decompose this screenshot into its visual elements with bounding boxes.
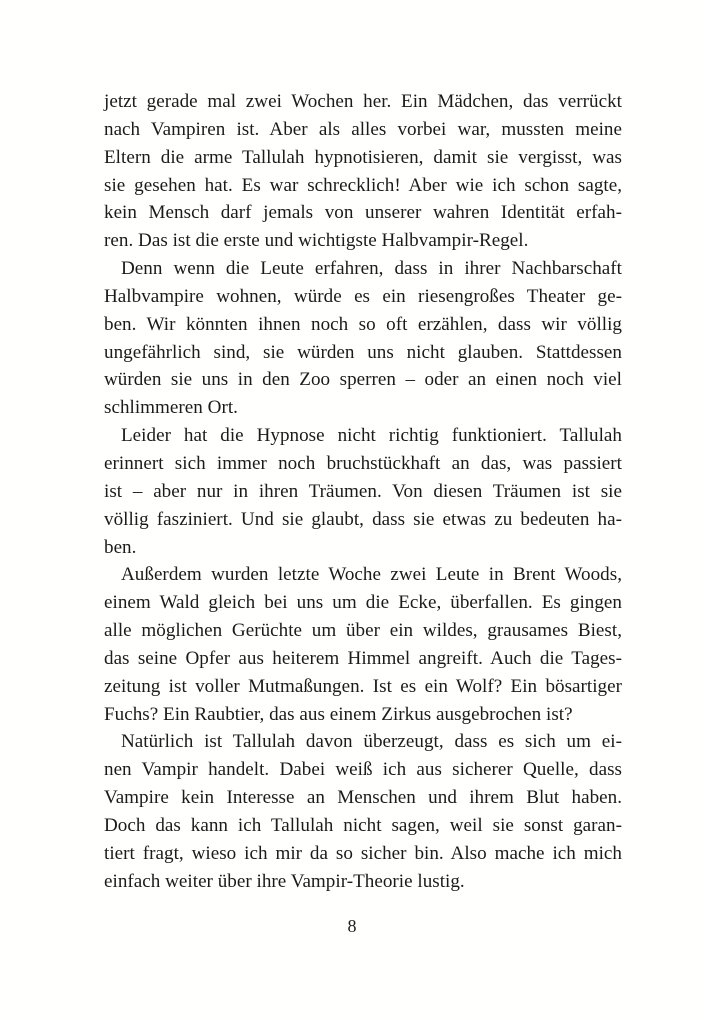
text-line: völlig fasziniert. Und sie glaubt, dass sie etwas zu bedeuten ha- (104, 508, 622, 530)
text-line: würden sie uns in den Zoo sperren – oder an einen noch viel (104, 369, 622, 391)
text-line: Vampire kein Interesse an Menschen und ihrem Blut haben. (104, 787, 622, 809)
text-line: Doch das kann ich Tallulah nicht sagen, weil sie sonst garan- (104, 814, 622, 836)
body-text-block (104, 88, 622, 895)
text-line: Leider hat die Hypnose nicht richtig funktioniert. Tallulah (121, 425, 622, 447)
text-line: das seine Opfer aus heiterem Himmel angreift. Auch die Tages- (104, 647, 622, 669)
paragraph (104, 88, 622, 255)
text-line: ist – aber nur in ihren Träumen. Von diesen Träumen ist sie (104, 480, 622, 502)
text-line: erinnert sich immer noch bruchstückhaft an das, was passiert (104, 452, 622, 474)
text-line: einem Wald gleich bei uns um die Ecke, überfallen. Es gingen (104, 592, 622, 614)
text-line: ungefährlich sind, sie würden uns nicht glauben. Stattdessen (104, 341, 622, 363)
text-line: Natürlich ist Tallulah davon überzeugt, dass es sich um ei- (121, 731, 622, 753)
text-line: tiert fragt, wieso ich mir da so sicher bin. Also mache ich mich (104, 842, 622, 864)
text-line: Denn wenn die Leute erfahren, dass in ihrer Nachbarschaft (121, 258, 622, 280)
paragraph (104, 728, 622, 895)
text-line: nach Vampiren ist. Aber als alles vorbei war, mussten meine (104, 118, 622, 140)
text-line: Halbvampire wohnen, würde es ein riesengroßes Theater ge- (104, 285, 622, 307)
text-line: einfach weiter über ihre Vampir-Theorie lustig. (104, 870, 465, 892)
text-line: Eltern die arme Tallulah hypnotisieren, damit sie vergisst, was (104, 146, 622, 168)
text-line: jetzt gerade mal zwei Wochen her. Ein Mädchen, das verrückt (104, 91, 622, 112)
text-line: Außerdem wurden letzte Woche zwei Leute in Brent Woods, (121, 564, 622, 586)
page-number: 8 (347, 916, 357, 936)
text-line: alle möglichen Gerüchte um über ein wildes, grausames Biest, (104, 620, 622, 642)
paragraph (104, 255, 622, 422)
text-line: Fuchs? Ein Raubtier, das aus einem Zirkus ausgebrochen ist? (104, 703, 573, 725)
text-line: nen Vampir handelt. Dabei weiß ich aus sicherer Quelle, dass (104, 759, 622, 781)
paragraph (104, 422, 622, 561)
text-line: schlimmeren Ort. (104, 397, 238, 419)
text-line: sie gesehen hat. Es war schrecklich! Aber wie ich schon sagte, (104, 174, 622, 196)
text-line: ren. Das ist die erste und wichtigste Halbvampir-Regel. (104, 230, 529, 252)
text-line: ben. Wir könnten ihnen noch so oft erzählen, dass wir völlig (104, 313, 622, 335)
text-line: zeitung ist voller Mutmaßungen. Ist es ein Wolf? Ein bösartiger (104, 675, 622, 697)
text-line: ben. (104, 536, 137, 558)
paragraph (104, 561, 622, 728)
text-line: kein Mensch darf jemals von unserer wahren Identität erfah- (104, 202, 622, 224)
